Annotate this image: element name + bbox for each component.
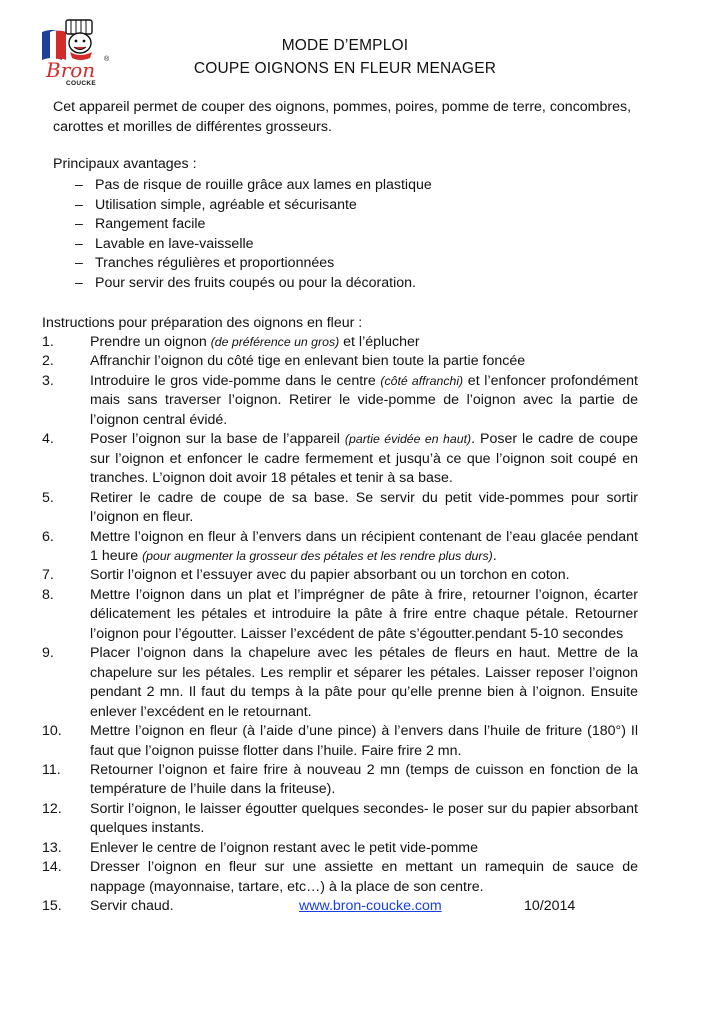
advantages-list [75, 176, 432, 294]
list-item [42, 586, 638, 644]
step-text: Dresser l’oignon en fleur sur une assiette en mettant un ramequin de sauce de nappage (mayonnaise, tartare, etc…) à la place de son centre. [90, 859, 638, 895]
step-text: Enlever le centre de l’oignon restant avec le petit vide-pomme [90, 839, 479, 856]
step-text-end: et l’éplucher [339, 334, 420, 350]
step-number: 8. [42, 586, 54, 603]
step-number: 1. [42, 334, 54, 350]
step-note: (de préférence un gros) [210, 335, 340, 349]
logo-registered-mark: ® [104, 56, 110, 63]
advantage-text: Pour servir des fruits coupés ou pour la décoration. [95, 274, 416, 291]
step-text: Affranchir l’oignon du côté tige en enlevant bien toute la partie foncée [90, 353, 526, 370]
website-link[interactable]: www.bron-coucke.com [299, 898, 442, 915]
step-text: Introduire le gros vide-pomme dans le centre [90, 372, 381, 389]
step-text: Sortir l’oignon et l’essuyer avec du papier absorbant ou un torchon en coton. [90, 567, 570, 584]
instruction-steps [42, 333, 638, 917]
step-text: Retirer le cadre de coupe de sa base. Se servir du petit vide-pommes pour sortir l’oignon en fleur. [90, 489, 638, 526]
advantage-text: Pas de risque de rouille grâce aux lames en plastique [95, 177, 432, 193]
list-item [42, 566, 638, 585]
step-text: Placer l’oignon dans la chapelure avec les pétales de fleurs en haut. Mettre de la chapelure sur les pétales. Les remplir et séparer les pétales. Laisser reposer l’oignon pendant 2 mn. Il faut du temps à la pâte pour qu’elle prenne bien à l’oignon. Ensuite enlever l’excédent en le retournant. [90, 645, 638, 720]
list-item [42, 528, 638, 567]
step-number: 14. [42, 859, 62, 876]
list-item [42, 839, 638, 858]
step-number: 7. [42, 567, 54, 584]
step-text: Mettre l’oignon en fleur (à l’aide d’une pince) à l’envers dans l’huile de friture (180°) Il faut que l’oignon puisse flotter dans l’huile. Faire frire 2 mn. [90, 723, 638, 759]
dash-bullet: – [75, 274, 83, 291]
advantage-text: Utilisation simple, agréable et sécurisante [95, 196, 357, 213]
instructions-heading: Instructions pour préparation des oignons en fleur : [42, 315, 363, 331]
dash-bullet: – [75, 216, 83, 233]
list-item [75, 235, 432, 255]
dash-bullet: – [75, 196, 83, 213]
step-text-end: . Poser le cadre de coupe sur l’oignon et enfoncer le cadre fermement et jusqu’à ce que l’oignon soit coupé en tranches. L’oignon doit avoir 18 pétales et tenir à sa base. [90, 431, 638, 487]
document-date: 10/2014 [524, 898, 576, 915]
logo-brand-text: Bron [46, 58, 96, 82]
dash-bullet: – [75, 255, 83, 272]
list-item [42, 430, 638, 488]
intro-paragraph: Cet appareil permet de couper des oignons, pommes, poires, pomme de terre, concombres, carottes et morilles de différentes grosseurs. [53, 99, 632, 135]
step-note: (côté affranchi) [380, 373, 464, 388]
list-item [42, 333, 638, 352]
list-item [42, 858, 638, 897]
list-item [75, 274, 432, 294]
list-item [75, 196, 432, 216]
step-number: 9. [42, 645, 54, 662]
step-text-end: . [492, 547, 497, 564]
step-number: 6. [42, 528, 54, 545]
step-number: 12. [42, 800, 62, 817]
step-number: 3. [42, 372, 54, 389]
dash-bullet: – [75, 235, 83, 252]
page-title-line1: MODE D’EMPLOI [281, 37, 409, 54]
step-note: (partie évidée en haut) [344, 432, 472, 447]
step-text: Poser l’oignon sur la base de l’appareil [90, 431, 345, 448]
list-item [42, 761, 638, 800]
step-text-end: et l’enfoncer profondément mais sans traverser l’oignon. Retirer le vide-pomme de l’oignon avec la partie de l’oignon central évidé. [90, 372, 639, 428]
step-text: Retourner l’oignon et faire frire à nouveau 2 mn (temps de cuisson en fonction de la température de l’huile dans la friteuse). [90, 761, 638, 798]
step-number: 10. [42, 723, 62, 740]
list-item [42, 722, 638, 761]
advantages-heading: Principaux avantages : [53, 156, 197, 172]
logo-sub-text: COUCKE [66, 80, 96, 87]
step-text: Mettre l’oignon dans un plat et l’imprégner de pâte à frire, retourner l’oignon, écarter délicatement les pétales et introduire la pâte à frire entre chaque pétale. Retourner l’oignon pour l’égoutter. Laisser l’excédent de pâte s’égoutter.pendant 5-10 secondes [90, 586, 638, 642]
list-item [75, 215, 432, 235]
step-number: 5. [42, 489, 54, 506]
list-item [42, 489, 638, 528]
brand-logo [40, 10, 114, 88]
step-number: 11. [42, 761, 61, 778]
step-note: (pour augmenter la grosseur des pétales et les rendre plus durs) [142, 548, 493, 563]
step-number: 2. [42, 353, 54, 370]
step-number: 4. [42, 431, 54, 448]
step-text: Mettre l’oignon en fleur à l’envers dans un récipient contenant de l’eau glacée pendant 1 heure [90, 528, 638, 564]
step-number: 13. [42, 839, 62, 856]
advantage-text: Lavable en lave-vaisselle [95, 235, 254, 252]
list-item [42, 897, 638, 916]
list-item [75, 254, 432, 274]
step-text: Prendre un oignon [90, 334, 211, 350]
step-text: Sortir l’oignon, le laisser égoutter quelques secondes- le poser sur du papier absorbant quelques instants. [90, 800, 638, 837]
step-number: 15. [42, 898, 62, 915]
page-title-line2: COUPE OIGNONS EN FLEUR MENAGER [193, 60, 497, 77]
list-item [42, 644, 638, 722]
list-item [75, 176, 432, 196]
advantage-text: Tranches régulières et proportionnées [95, 255, 335, 272]
dash-bullet: – [75, 177, 83, 193]
advantage-text: Rangement facile [95, 216, 206, 233]
list-item [42, 372, 638, 430]
list-item [42, 800, 638, 839]
step-text: Servir chaud. [90, 898, 174, 915]
list-item [42, 352, 638, 371]
